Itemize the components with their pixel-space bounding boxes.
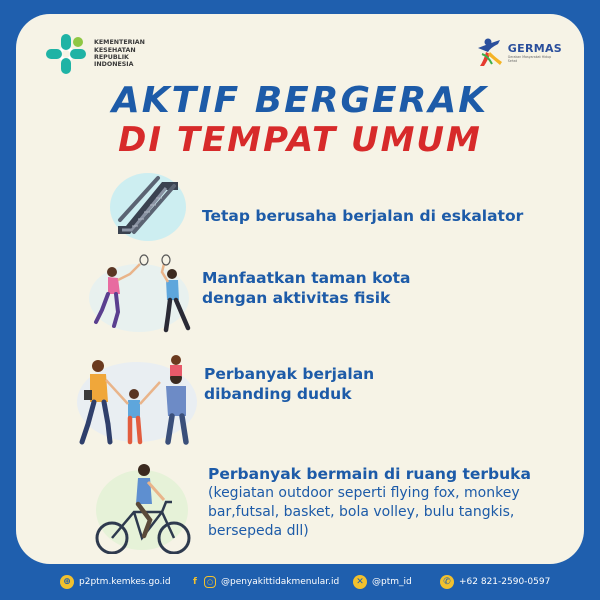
tip-outdoor-sub2: bar,futsal, basket, bola volley, bulu tangkis,: [208, 504, 515, 520]
footer-bar: [0, 566, 600, 600]
info-card: [16, 14, 584, 564]
globe-icon: ⊕: [60, 575, 74, 589]
title-line-1: AKTIF BERGERAK: [111, 80, 489, 121]
facebook-icon: f: [193, 577, 197, 587]
germas-figure-icon: [474, 36, 508, 68]
tip-outdoor-sub1: (kegiatan outdoor seperti flying fox, monkey: [208, 485, 520, 501]
escalator-icon: [108, 170, 188, 244]
whatsapp-text: +62 821-2590-0597: [459, 577, 551, 587]
tip-escalator-text: Tetap berusaha berjalan di eskalator: [202, 207, 524, 225]
tip-park-line1: Manfaatkan taman kota: [202, 269, 411, 287]
tip-outdoor-sub3: bersepeda dll): [208, 523, 309, 539]
twitter-icon: ✕: [353, 575, 367, 589]
germas-title: GERMAS: [507, 41, 562, 55]
footer-social[interactable]: [188, 575, 339, 589]
badminton-icon: [84, 254, 194, 334]
tip-park-line2: dengan aktivitas fisik: [202, 289, 391, 307]
footer-website[interactable]: [60, 575, 171, 589]
kemenkes-logo: [44, 32, 145, 76]
tip-walking-line1: Perbanyak berjalan: [204, 365, 375, 383]
instagram-icon: ○: [204, 576, 216, 588]
tip-walking-line2: dibanding duduk: [204, 385, 352, 403]
ministry-name: KEMENTERIAN KESEHATAN REPUBLIK INDONESIA: [94, 39, 145, 69]
germas-logo: [474, 36, 562, 68]
cyclist-icon: [90, 460, 194, 554]
social-handle-text: @penyakittidakmenular.id: [221, 577, 340, 587]
family-walking-icon: [72, 346, 202, 446]
website-text: p2ptm.kemkes.go.id: [79, 577, 171, 587]
germas-subtitle: Gerakan Masyarakat Hidup Sehat: [507, 54, 552, 63]
title-line-2: DI TEMPAT UMUM: [118, 120, 482, 160]
whatsapp-icon: ✆: [440, 575, 454, 589]
tip-outdoor-line1: Perbanyak bermain di ruang terbuka: [208, 465, 531, 483]
twitter-text: @ptm_id: [372, 577, 412, 587]
footer-whatsapp[interactable]: [440, 575, 550, 589]
kemenkes-logo-icon: [44, 32, 88, 76]
footer-twitter[interactable]: [353, 575, 412, 589]
